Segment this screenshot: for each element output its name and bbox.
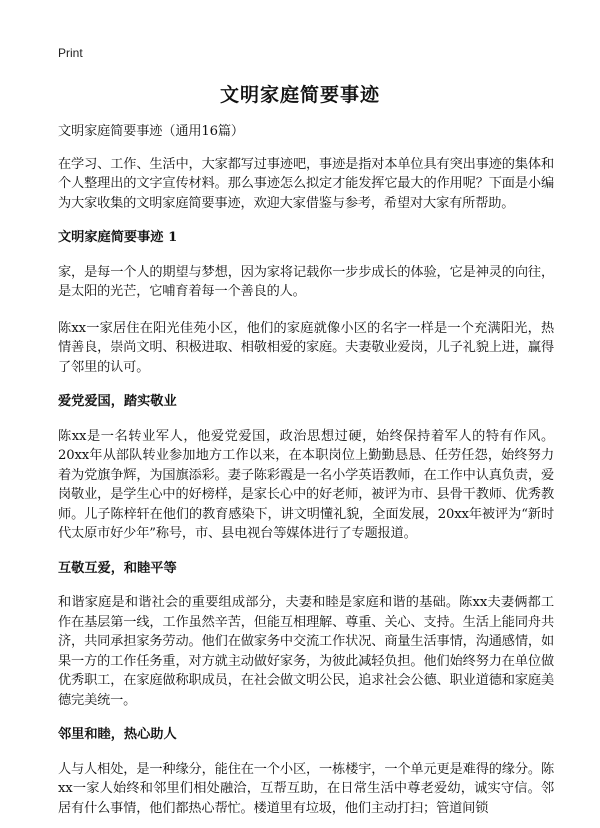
- print-link[interactable]: Print: [58, 46, 83, 60]
- document-body: [58, 122, 554, 818]
- paragraph-neighbor: 人与人相处，是一种缘分，能住在一个小区，一栋楼宇，一个单元更是难得的缘分。陈xx一家人始终和邻里们相处融洽，互帮互助，在日常生活中尊老爱幼，诚实守信。邻居有什么事情，他们都热心帮忙。楼道里有垃圾，他们主动打扫；管道间锁: [58, 761, 554, 816]
- paragraph-home: 家，是每一个人的期望与梦想，因为家将记载你一步步成长的体验，它是神灵的向往，是太阳的光芒，它哺育着每一个善良的人。: [58, 264, 554, 299]
- intro-paragraph: 在学习、工作、生活中，大家都写过事迹吧，事迹是指对本单位具有突出事迹的集体和个人整理出的文字宣传材料。那么事迹怎么拟定才能发挥它最大的作用呢？下面是小编为大家收集的文明家庭简要事迹，欢迎大家借鉴与参考，希望对大家有所帮助。: [58, 156, 554, 211]
- paragraph-harmony: 和谐家庭是和谐社会的重要组成部分，夫妻和睦是家庭和谐的基础。陈xx夫妻俩都工作在基层第一线，工作虽然辛苦，但能互相理解、尊重、关心、支持。生活上能同舟共济，共同承担家务劳动。他们在做家务中交流工作状况、商量生活事情，沟通感情，如果一方的工作任务重，对方就主动做好家务，为彼此减轻负担。他们始终努力在单位做优秀职工，在家庭做称职成员，在社会做文明公民，追求社会公德、职业道德和家庭美德完美统一。: [58, 595, 554, 708]
- document-subtitle: 文明家庭简要事迹（通用16篇）: [58, 124, 244, 139]
- paragraph-patriot: 陈xx是一名转业军人，他爱党爱国，政治思想过硬，始终保持着军人的特有作风。20xx年从部队转业参加地方工作以来，在本职岗位上勤勤恳恳、任劳任怨，始终努力着为党旗争辉，为国旗添彩。妻子陈彩霞是一名小学英语教师，在工作中认真负责，爱岗敬业，是学生心中的好榜样，是家长心中的好老师，被评为市、县骨干教师、优秀教师。儿子陈梓轩在他们的教育感染下，讲文明懂礼貌，全面发展，20xx年被评为“新时代太原市好少年”称号，市、县电视台等媒体进行了专题报道。: [58, 428, 554, 541]
- heading-patriot: 爱党爱国，踏实敬业: [58, 394, 177, 409]
- paragraph-family: 陈xx一家居住在阳光佳苑小区，他们的家庭就像小区的名字一样是一个充满阳光，热情善良，崇尚文明、积极进取、相敬相爱的家庭。夫妻敬业爱岗，儿子礼貌上进，赢得了邻里的认可。: [58, 320, 554, 375]
- section-heading-1: 文明家庭简要事迹 1: [58, 230, 178, 245]
- page-title: 文明家庭简要事迹: [219, 84, 380, 106]
- heading-neighbor: 邻里和睦，热心助人: [58, 727, 177, 742]
- heading-harmony: 互敬互爱，和睦平等: [58, 560, 177, 576]
